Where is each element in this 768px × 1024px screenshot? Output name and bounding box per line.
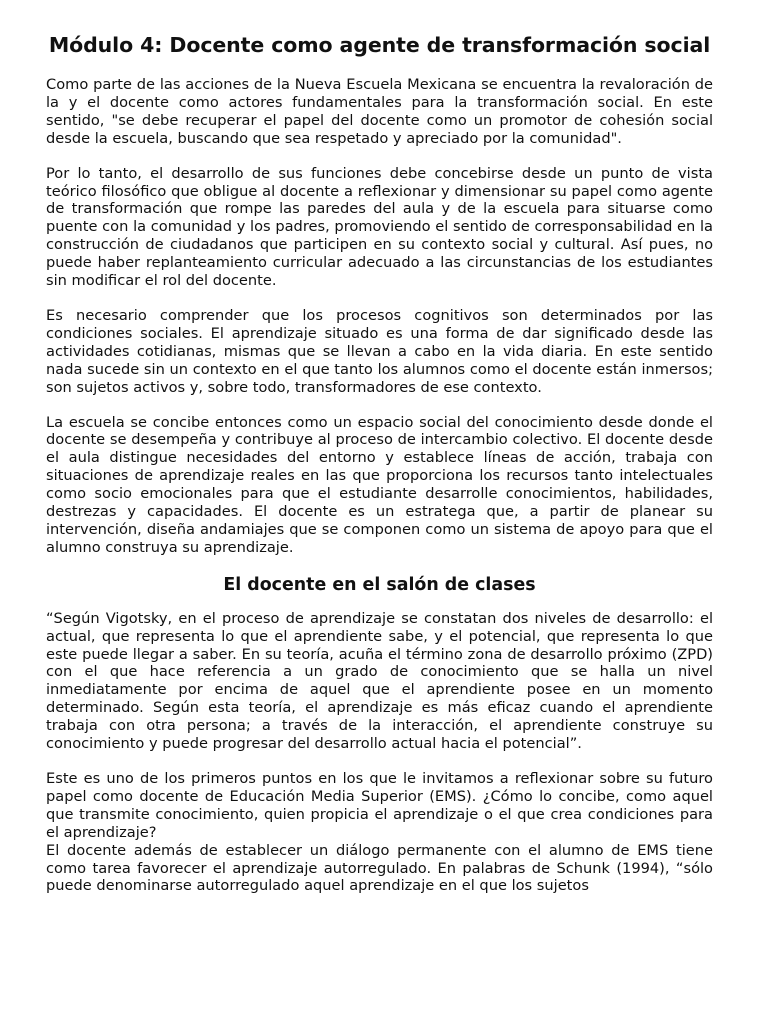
- paragraph-autorregulado: El docente además de establecer un diálogo permanente con el alumno de EMS tiene como tarea favorecer el aprendizaje autorregulado. En palabras de Schunk (1994), “sólo puede denominarse autorregulado aquel aprendizaje en el que los sujetos: [46, 841, 713, 895]
- page-title: Módulo 4: Docente como agente de transformación social: [48, 33, 711, 57]
- paragraph-vigotsky: “Según Vigotsky, en el proceso de aprendizaje se constatan dos niveles de desarrollo: el actual, que representa lo que el aprendiente sabe, y el potencial, que representa lo que este puede llegar a saber. En su teoría, acuña el término zona de desarrollo próximo (ZPD) con el que hace referencia a un grado de conocimiento que se halla un nivel inmediatamente por encima de aquel que el aprendiente posee en un momento determinado. Según esta teoría, el aprendizaje es más eficaz cuando el aprendiente trabaja con otra persona; a través de la interacción, el aprendiente construye su conocimiento y puede progresar del desarrollo actual hacia el potencial”.: [46, 609, 713, 753]
- paragraph-reflexion-ems: Este es uno de los primeros puntos en los que le invitamos a reflexionar sobre su futuro papel como docente de Educación Media Superior (EMS). ¿Cómo lo concibe, como aquel que transmite conocimiento, quien propicia el aprendizaje o el que crea condiciones para el aprendizaje?: [46, 770, 713, 841]
- section-title: El docente en el salón de clases: [223, 574, 536, 595]
- paragraph-nueva-escuela: Como parte de las acciones de la Nueva Escuela Mexicana se encuentra la revaloración de la y el docente como actores fundamentales para la transformación social. En este sentido, "se debe recuperar el papel del docente como un promotor de cohesión social desde la escuela, buscando que sea respetado y apreciado por la comunidad".: [46, 76, 713, 147]
- paragraph-procesos-cognitivos: Es necesario comprender que los procesos cognitivos son determinados por las condiciones sociales. El aprendizaje situado es una forma de dar significado desde las actividades cotidianas, mismas que se llevan a cabo en la vida diaria. En este sentido nada sucede sin un contexto en el que tanto los alumnos como el docente están inmersos; son sujetos activos y, sobre todo, transformadores de ese contexto.: [46, 306, 713, 396]
- document-page: [46, 32, 713, 895]
- paragraph-desarrollo-funciones: Por lo tanto, el desarrollo de sus funciones debe concebirse desde un punto de vista teórico filosófico que obligue al docente a reflexionar y dimensionar su papel como agente de transformación que rompe las paredes del aula y de la escuela para situarse como puente con la comunidad y los padres, promoviendo el sentido de corresponsabilidad en la construcción de ciudadanos que participen en su contexto social y cultural. Así pues, no puede haber replanteamiento curricular adecuado a las circunstancias de los estudiantes sin modificar el rol del docente.: [46, 164, 713, 290]
- paragraph-espacio-social: La escuela se concibe entonces como un espacio social del conocimiento desde donde el docente se desempeña y contribuye al proceso de intercambio colectivo. El docente desde el aula distingue necesidades del entorno y establece líneas de acción, trabaja con situaciones de aprendizaje reales en las que proporciona los recursos tanto intelectuales como socio emocionales para que el estudiante desarrolle conocimientos, habilidades, destrezas y capacidades. El docente es un estratega que, a partir de planear su intervención, diseña andamiajes que se componen como un sistema de apoyo para que el alumno construya su aprendizaje.: [46, 413, 713, 556]
